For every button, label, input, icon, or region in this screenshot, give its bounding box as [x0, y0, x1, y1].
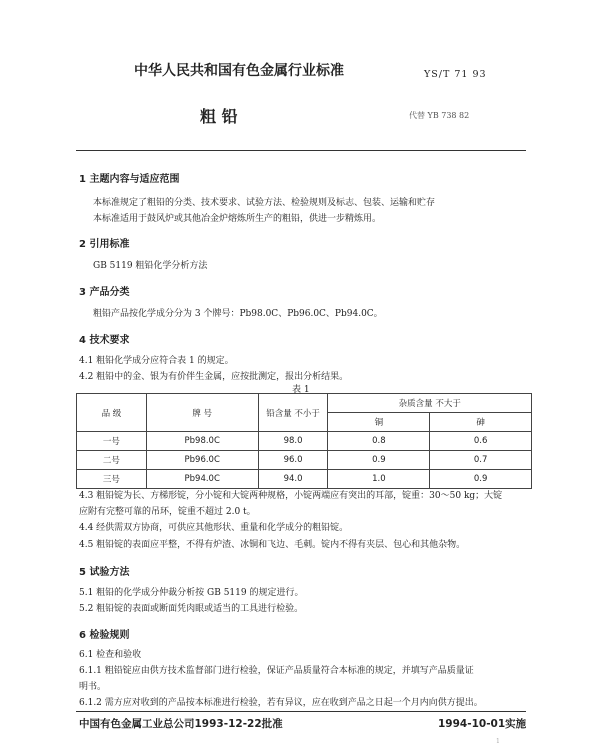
cell-copper: 0.9 [328, 451, 430, 470]
clause-4-3-line-1: 4.3 粗铅锭为长、方梯形锭，分小锭和大锭两种规格，小锭两端应有突出的耳部，锭重：30～50 kg；大锭 [79, 491, 503, 501]
col-header-arsenic: 砷 [430, 413, 532, 432]
cell-copper: 1.0 [328, 470, 430, 489]
section-6-title: 6 检验规则 [79, 630, 130, 641]
table-row [77, 451, 532, 470]
org-title: 中华人民共和国有色金属行业标准 [134, 63, 344, 79]
clause-6-1: 6.1 检查和验收 [79, 650, 142, 660]
section-2-reference: GB 5119 粗铅化学分析方法 [93, 261, 208, 271]
footer-rule [76, 711, 526, 712]
page-number: 1 [496, 738, 500, 745]
section-1-paragraph-2: 本标准适用于鼓风炉或其他冶金炉熔炼所生产的粗铅，供进一步精炼用。 [93, 214, 382, 224]
cell-grade: 二号 [77, 451, 147, 470]
cell-arsenic: 0.9 [430, 470, 532, 489]
implementation-date: 1994-10-01实施 [438, 718, 527, 730]
section-1-title: 1 主题内容与适应范围 [79, 174, 180, 185]
replaces-standard: 代替 YB 738 82 [409, 111, 470, 120]
cell-brand: Pb94.0C [146, 470, 258, 489]
col-header-impurity: 杂质含量 不大于 [328, 394, 532, 413]
document-title: 粗 铅 [200, 107, 238, 126]
cell-brand: Pb98.0C [146, 432, 258, 451]
section-1-paragraph-1: 本标准规定了粗铅的分类、技术要求、试验方法、检验规则及标志、包装、运输和贮存 [93, 198, 436, 208]
clause-5-2: 5.2 粗铅锭的表面或断面凭肉眼或适当的工具进行检验。 [79, 604, 304, 614]
table-caption: 表 1 [292, 385, 310, 395]
clause-6-1-1-line-2: 明书。 [79, 682, 107, 692]
cell-arsenic: 0.7 [430, 451, 532, 470]
cell-lead: 96.0 [258, 451, 328, 470]
col-header-lead-content: 铅含量 不小于 [258, 394, 328, 432]
clause-4-3-line-2: 应附有完整可靠的吊环，锭重不超过 2.0 t。 [79, 507, 256, 517]
section-5-title: 5 试验方法 [79, 567, 130, 578]
header-rule [76, 150, 526, 151]
cell-lead: 94.0 [258, 470, 328, 489]
clause-4-4: 4.4 经供需双方协商，可供应其他形状、重量和化学成分的粗铅锭。 [79, 523, 349, 533]
cell-lead: 98.0 [258, 432, 328, 451]
section-3-paragraph: 粗铅产品按化学成分分为 3 个牌号：Pb98.0C、Pb96.0C、Pb94.0C。 [93, 309, 383, 319]
table-row [77, 432, 532, 451]
table-row [77, 470, 532, 489]
clause-4-5: 4.5 粗铅锭的表面应平整，不得有炉渣、冰铜和飞边、毛刺。锭内不得有夹层、包心和其他杂物。 [79, 540, 466, 550]
section-4-title: 4 技术要求 [79, 335, 130, 346]
col-header-brand: 牌 号 [146, 394, 258, 432]
section-2-title: 2 引用标准 [79, 239, 130, 250]
cell-grade: 一号 [77, 432, 147, 451]
clause-6-1-2: 6.1.2 需方应对收到的产品按本标准进行检验，若有异议，应在收到产品之日起一个月内向供方提出。 [79, 698, 483, 708]
col-header-grade: 品 级 [77, 394, 147, 432]
cell-copper: 0.8 [328, 432, 430, 451]
clause-4-2: 4.2 粗铅中的金、银为有价伴生金属，应按批测定，报出分析结果。 [79, 372, 349, 382]
cell-grade: 三号 [77, 470, 147, 489]
approval-date: 中国有色金属工业总公司1993-12-22批准 [79, 718, 283, 730]
col-header-copper: 铜 [328, 413, 430, 432]
section-3-title: 3 产品分类 [79, 287, 130, 298]
clause-4-1: 4.1 粗铅化学成分应符合表 1 的规定。 [79, 356, 234, 366]
cell-brand: Pb96.0C [146, 451, 258, 470]
table-1 [76, 393, 532, 489]
clause-6-1-1-line-1: 6.1.1 粗铅锭应由供方技术监督部门进行检验，保证产品质量符合本标准的规定，并填写产品质量证 [79, 666, 474, 676]
clause-5-1: 5.1 粗铅的化学成分仲裁分析按 GB 5119 的规定进行。 [79, 588, 304, 598]
standard-number: YS/T 71 93 [424, 69, 487, 80]
cell-arsenic: 0.6 [430, 432, 532, 451]
